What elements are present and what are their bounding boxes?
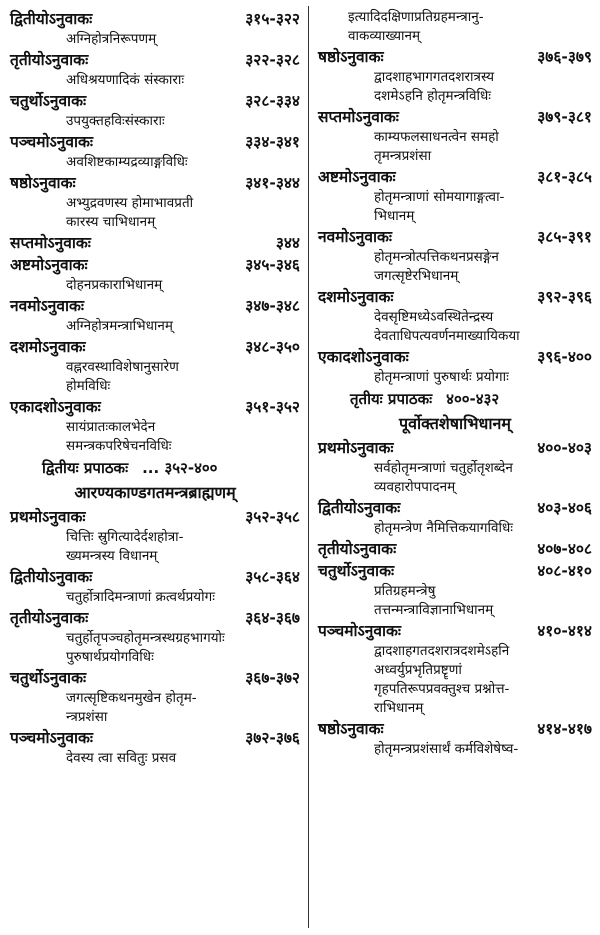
anuvaka-title: षष्ठोऽनुवाकः: [318, 720, 384, 738]
anuvaka-entry: [10, 90, 300, 131]
anuvaka-description-line: जगत्सृष्टिकथनमुखेन होतृम-: [66, 690, 197, 706]
anuvaka-title: द्वितीयोऽनुवाकः: [318, 499, 401, 517]
anuvaka-page-range: ३७६-३७९: [537, 48, 592, 66]
anuvaka-page-range: ४१४-४१७: [537, 720, 592, 738]
anuvaka-description-line: व्यवहारोपपादनम्: [374, 479, 456, 495]
anuvaka-heading-row: [318, 106, 592, 128]
anuvaka-heading-row: [318, 346, 592, 368]
anuvaka-title: द्वितीयोऽनुवाकः: [10, 10, 93, 28]
anuvaka-description-line: देवसृष्टिमध्येऽवस्थितेन्द्रस्य: [374, 309, 494, 325]
anuvaka-heading-row: [10, 254, 300, 276]
anuvaka-page-range: ४०३-४०६: [537, 499, 592, 517]
anuvaka-entry: [10, 396, 300, 456]
anuvaka-entry: [318, 226, 592, 286]
anuvaka-page-range: ३२८-३३४: [245, 92, 300, 110]
anuvaka-heading-row: [318, 437, 592, 459]
anuvaka-page-range: ३६७-३७२: [245, 669, 300, 687]
prapathaka-pages: [142, 456, 217, 480]
anuvaka-page-range: ४१०-४१४: [537, 622, 592, 640]
anuvaka-description-line: अग्निहोत्रनिरूपणम्: [66, 31, 157, 47]
prapathaka-page-range: ४००-४३२: [446, 390, 500, 408]
anuvaka-description-line: उपयुक्तहविःसंस्काराः: [66, 113, 165, 129]
anuvaka-title: एकादशोऽनुवाकः: [318, 348, 409, 366]
prapathaka-label: द्वितीयः प्रपाठकः: [42, 459, 129, 477]
anuvaka-title: चतुर्थोऽनुवाकः: [10, 92, 87, 110]
anuvaka-page-range: ३९२-३९६: [537, 288, 592, 306]
anuvaka-page-range: ३५८-३६४: [245, 568, 300, 586]
anuvaka-description-line: तृमन्त्रप्रशंसा: [374, 148, 432, 164]
continuation-line: वाकव्याख्यानम्: [348, 28, 421, 44]
prapathaka-page-range: ३५२-४००: [164, 459, 218, 477]
anuvaka-heading-row: [10, 172, 300, 194]
anuvaka-description-line: गृहपतिरूपप्रवक्तुश्च प्रश्नोत्त-: [374, 681, 510, 697]
anuvaka-page-range: ३८५-३९१: [537, 228, 592, 246]
anuvaka-heading-row: [10, 667, 300, 689]
anuvaka-description-line: जगत्सृष्टेरभिधानम्: [374, 268, 459, 284]
anuvaka-title: सप्तमोऽनुवाकः: [10, 234, 91, 252]
anuvaka-page-range: ३१५-३२२: [245, 10, 300, 28]
anuvaka-description-line: प्रतिग्रहमन्त्रेषु: [374, 583, 436, 599]
anuvaka-title: सप्तमोऽनुवाकः: [318, 108, 399, 126]
anuvaka-title: अष्टमोऽनुवाकः: [10, 256, 88, 274]
anuvaka-page-range: ३४४: [275, 234, 300, 252]
anuvaka-page-range: ४००-४०३: [537, 439, 592, 457]
anuvaka-entry: [10, 131, 300, 172]
anuvaka-heading-row: [10, 566, 300, 588]
right-anuvaka-list-2: [318, 437, 592, 759]
anuvaka-description-line: सर्वहोतृमन्त्राणां चतुर्होतृशब्देन: [374, 460, 513, 476]
anuvaka-entry: [10, 607, 300, 667]
anuvaka-title: प्रथमोऽनुवाकः: [10, 508, 86, 526]
anuvaka-description-line: ख्यमन्त्रस्य विधानम्: [66, 548, 158, 564]
anuvaka-description-line: भिधानम्: [374, 208, 415, 224]
section-title-right: पूर्वोक्तशेषाभिधानम्: [399, 414, 511, 433]
anuvaka-description-line: होतृमन्त्राणां सोमयागाङ्गत्वा-: [374, 189, 505, 205]
anuvaka-heading-row: [10, 727, 300, 749]
anuvaka-title: दशमोऽनुवाकः: [318, 288, 394, 306]
anuvaka-heading-row: [10, 396, 300, 418]
anuvaka-page-range: ४०७-४०८: [537, 540, 592, 558]
anuvaka-entry: [318, 437, 592, 497]
anuvaka-heading-row: [318, 560, 592, 582]
anuvaka-description-line: द्वादशाहभागगतदशरात्रस्य: [374, 69, 495, 85]
anuvaka-description-line: वह्नरवस्थाविशेषानुसारेण: [66, 359, 179, 375]
column-divider: [308, 6, 309, 928]
anuvaka-description-line: होतृमन्त्राणां पुरुषार्थः प्रयोगाः: [374, 369, 509, 385]
anuvaka-entry: [10, 232, 300, 254]
anuvaka-description-line: होतृमन्त्रप्रशंसार्थं कर्मविशेषेष्व-: [374, 741, 519, 757]
anuvaka-heading-row: [318, 538, 592, 560]
anuvaka-description-line: अग्निहोत्रमन्त्राभिधानम्: [66, 318, 173, 334]
anuvaka-entry: [10, 295, 300, 336]
anuvaka-entry: [10, 667, 300, 727]
anuvaka-heading-row: [10, 607, 300, 629]
left-anuvaka-list-2: [10, 506, 300, 768]
anuvaka-heading-row: [318, 166, 592, 188]
anuvaka-description-line: देवताधिपत्यवर्णनमाख्यायिकया: [374, 328, 520, 344]
anuvaka-description-line: चित्तिः स्रुगित्यादेर्दशहोत्रा-: [66, 529, 184, 545]
anuvaka-page-range: ३७९-३८१: [537, 108, 592, 126]
anuvaka-heading-row: [10, 49, 300, 71]
anuvaka-title: प्रथमोऽनुवाकः: [318, 439, 394, 457]
right-continuation: [318, 8, 592, 46]
anuvaka-page-range: ३९६-४००: [537, 348, 592, 366]
anuvaka-heading-row: [318, 620, 592, 642]
anuvaka-description-line: होतृमन्त्रेण नैमित्तिकयागविधिः: [374, 520, 514, 536]
anuvaka-entry: [318, 718, 592, 759]
anuvaka-page-range: ४०८-४१०: [537, 562, 592, 580]
anuvaka-page-range: ३६४-३६७: [245, 609, 300, 627]
anuvaka-title: षष्ठोऽनुवाकः: [10, 174, 76, 192]
anuvaka-title: नवमोऽनुवाकः: [10, 297, 85, 315]
anuvaka-description-line: पुरुषार्थप्रयोगविधिः: [66, 649, 154, 665]
anuvaka-heading-row: [318, 226, 592, 248]
anuvaka-title: एकादशोऽनुवाकः: [10, 398, 101, 416]
right-column: [318, 8, 592, 759]
anuvaka-entry: [10, 254, 300, 295]
anuvaka-heading-row: [318, 286, 592, 308]
anuvaka-page-range: ३४८-३५०: [245, 338, 300, 356]
anuvaka-heading-row: [10, 295, 300, 317]
anuvaka-entry: [10, 506, 300, 566]
anuvaka-entry: [10, 336, 300, 396]
anuvaka-page-range: ३७२-३७६: [245, 729, 300, 747]
anuvaka-title: तृतीयोऽनुवाकः: [10, 51, 89, 69]
prapathaka-heading-3: [318, 387, 592, 411]
anuvaka-entry: [10, 49, 300, 90]
anuvaka-entry: [318, 286, 592, 346]
anuvaka-entry: [318, 620, 592, 718]
continuation-line: इत्यादिदक्षिणाप्रतिग्रहमन्त्रानु-: [348, 9, 484, 25]
anuvaka-description-line: दशमेऽहनि होतृमन्त्रविधिः: [374, 88, 491, 104]
anuvaka-heading-row: [10, 131, 300, 153]
anuvaka-heading-row: [318, 46, 592, 68]
anuvaka-heading-row: [318, 718, 592, 740]
anuvaka-title: तृतीयोऽनुवाकः: [318, 540, 397, 558]
anuvaka-heading-row: [10, 336, 300, 358]
anuvaka-entry: [318, 538, 592, 560]
anuvaka-description-line: न्त्रप्रशंसा: [66, 709, 108, 725]
anuvaka-description-line: दोहनप्रकाराभिधानम्: [66, 277, 163, 293]
anuvaka-entry: [10, 172, 300, 232]
anuvaka-description-line: चतुर्होत्रादिमन्त्राणां क्रत्वर्थप्रयोगः: [66, 589, 215, 605]
anuvaka-title: तृतीयोऽनुवाकः: [10, 609, 89, 627]
anuvaka-description-line: कारस्य चाभिधानम्: [66, 214, 156, 230]
anuvaka-page-range: ३४७-३४८: [245, 297, 300, 315]
prapathaka-heading-2: [10, 456, 300, 480]
anuvaka-heading-row: [10, 8, 300, 30]
anuvaka-description-line: समन्त्रकपरिषेचनविधिः: [66, 438, 172, 454]
anuvaka-entry: [10, 566, 300, 607]
anuvaka-description-line: अवशिष्टकाम्यद्रव्याङ्गविधिः: [66, 154, 188, 170]
anuvaka-title: द्वितीयोऽनुवाकः: [10, 568, 93, 586]
anuvaka-entry: [10, 8, 300, 49]
anuvaka-entry: [318, 46, 592, 106]
anuvaka-entry: [318, 106, 592, 166]
anuvaka-title: दशमोऽनुवाकः: [10, 338, 86, 356]
anuvaka-description-line: अधिश्रयणादिकं संस्काराः: [66, 72, 185, 88]
anuvaka-entry: [10, 727, 300, 768]
anuvaka-page-range: ३४५-३४६: [245, 256, 300, 274]
anuvaka-heading-row: [318, 497, 592, 519]
anuvaka-description-line: चतुर्होतृपञ्चहोतृमन्त्रस्थग्रहभागयोः: [66, 630, 225, 646]
anuvaka-description-line: होमविधिः: [66, 378, 111, 394]
anuvaka-description-line: अध्वर्युप्रभृतिप्रष्टॄणां: [374, 662, 462, 678]
left-column: [10, 8, 300, 768]
anuvaka-entry: [318, 497, 592, 538]
anuvaka-description-line: सायंप्रातःकालभेदेन: [66, 419, 156, 435]
anuvaka-entry: [318, 346, 592, 387]
anuvaka-description-line: देवस्य त्वा सवितुः प्रसव: [66, 750, 177, 766]
anuvaka-title: पञ्चमोऽनुवाकः: [318, 622, 401, 640]
anuvaka-page-range: ३४१-३४४: [245, 174, 300, 192]
anuvaka-description-line: तत्तन्मन्त्राविज्ञानाभिधानम्: [374, 602, 494, 618]
anuvaka-description-line: अभ्युद्रवणस्य होमाभावप्रती: [66, 195, 194, 211]
anuvaka-description-line: काम्यफलसाधनत्वेन समहो: [374, 129, 499, 145]
section-title-left: आरण्यकाण्डगतमन्त्रब्राह्मणम्: [74, 483, 236, 502]
anuvaka-page-range: ३५२-३५८: [245, 508, 300, 526]
anuvaka-title: चतुर्थोऽनुवाकः: [10, 669, 87, 687]
prapathaka-dots: ...: [142, 459, 160, 477]
anuvaka-heading-row: [10, 90, 300, 112]
anuvaka-heading-row: [10, 232, 300, 254]
anuvaka-page-range: ३३४-३४१: [245, 133, 300, 151]
anuvaka-title: षष्ठोऽनुवाकः: [318, 48, 384, 66]
anuvaka-entry: [318, 166, 592, 226]
anuvaka-description-line: होतृमन्त्रोत्पत्तिकथनप्रसङ्गेन: [374, 249, 499, 265]
anuvaka-title: चतुर्थोऽनुवाकः: [318, 562, 395, 580]
right-anuvaka-list: [318, 46, 592, 387]
anuvaka-title: पञ्चमोऽनुवाकः: [10, 729, 93, 747]
anuvaka-title: अष्टमोऽनुवाकः: [318, 168, 396, 186]
anuvaka-description-line: राभिधानम्: [374, 700, 424, 716]
left-anuvaka-list: [10, 8, 300, 456]
anuvaka-description-line: द्वादशाहगतदशरात्रदशमेऽहनि: [374, 643, 510, 659]
anuvaka-heading-row: [10, 506, 300, 528]
anuvaka-page-range: ३८१-३८५: [537, 168, 592, 186]
prapathaka-label: तृतीयः प्रपाठकः: [350, 390, 433, 408]
anuvaka-title: पञ्चमोऽनुवाकः: [10, 133, 93, 151]
anuvaka-title: नवमोऽनुवाकः: [318, 228, 393, 246]
anuvaka-page-range: ३२२-३२८: [245, 51, 300, 69]
anuvaka-page-range: ३५१-३५२: [245, 398, 300, 416]
anuvaka-entry: [318, 560, 592, 620]
